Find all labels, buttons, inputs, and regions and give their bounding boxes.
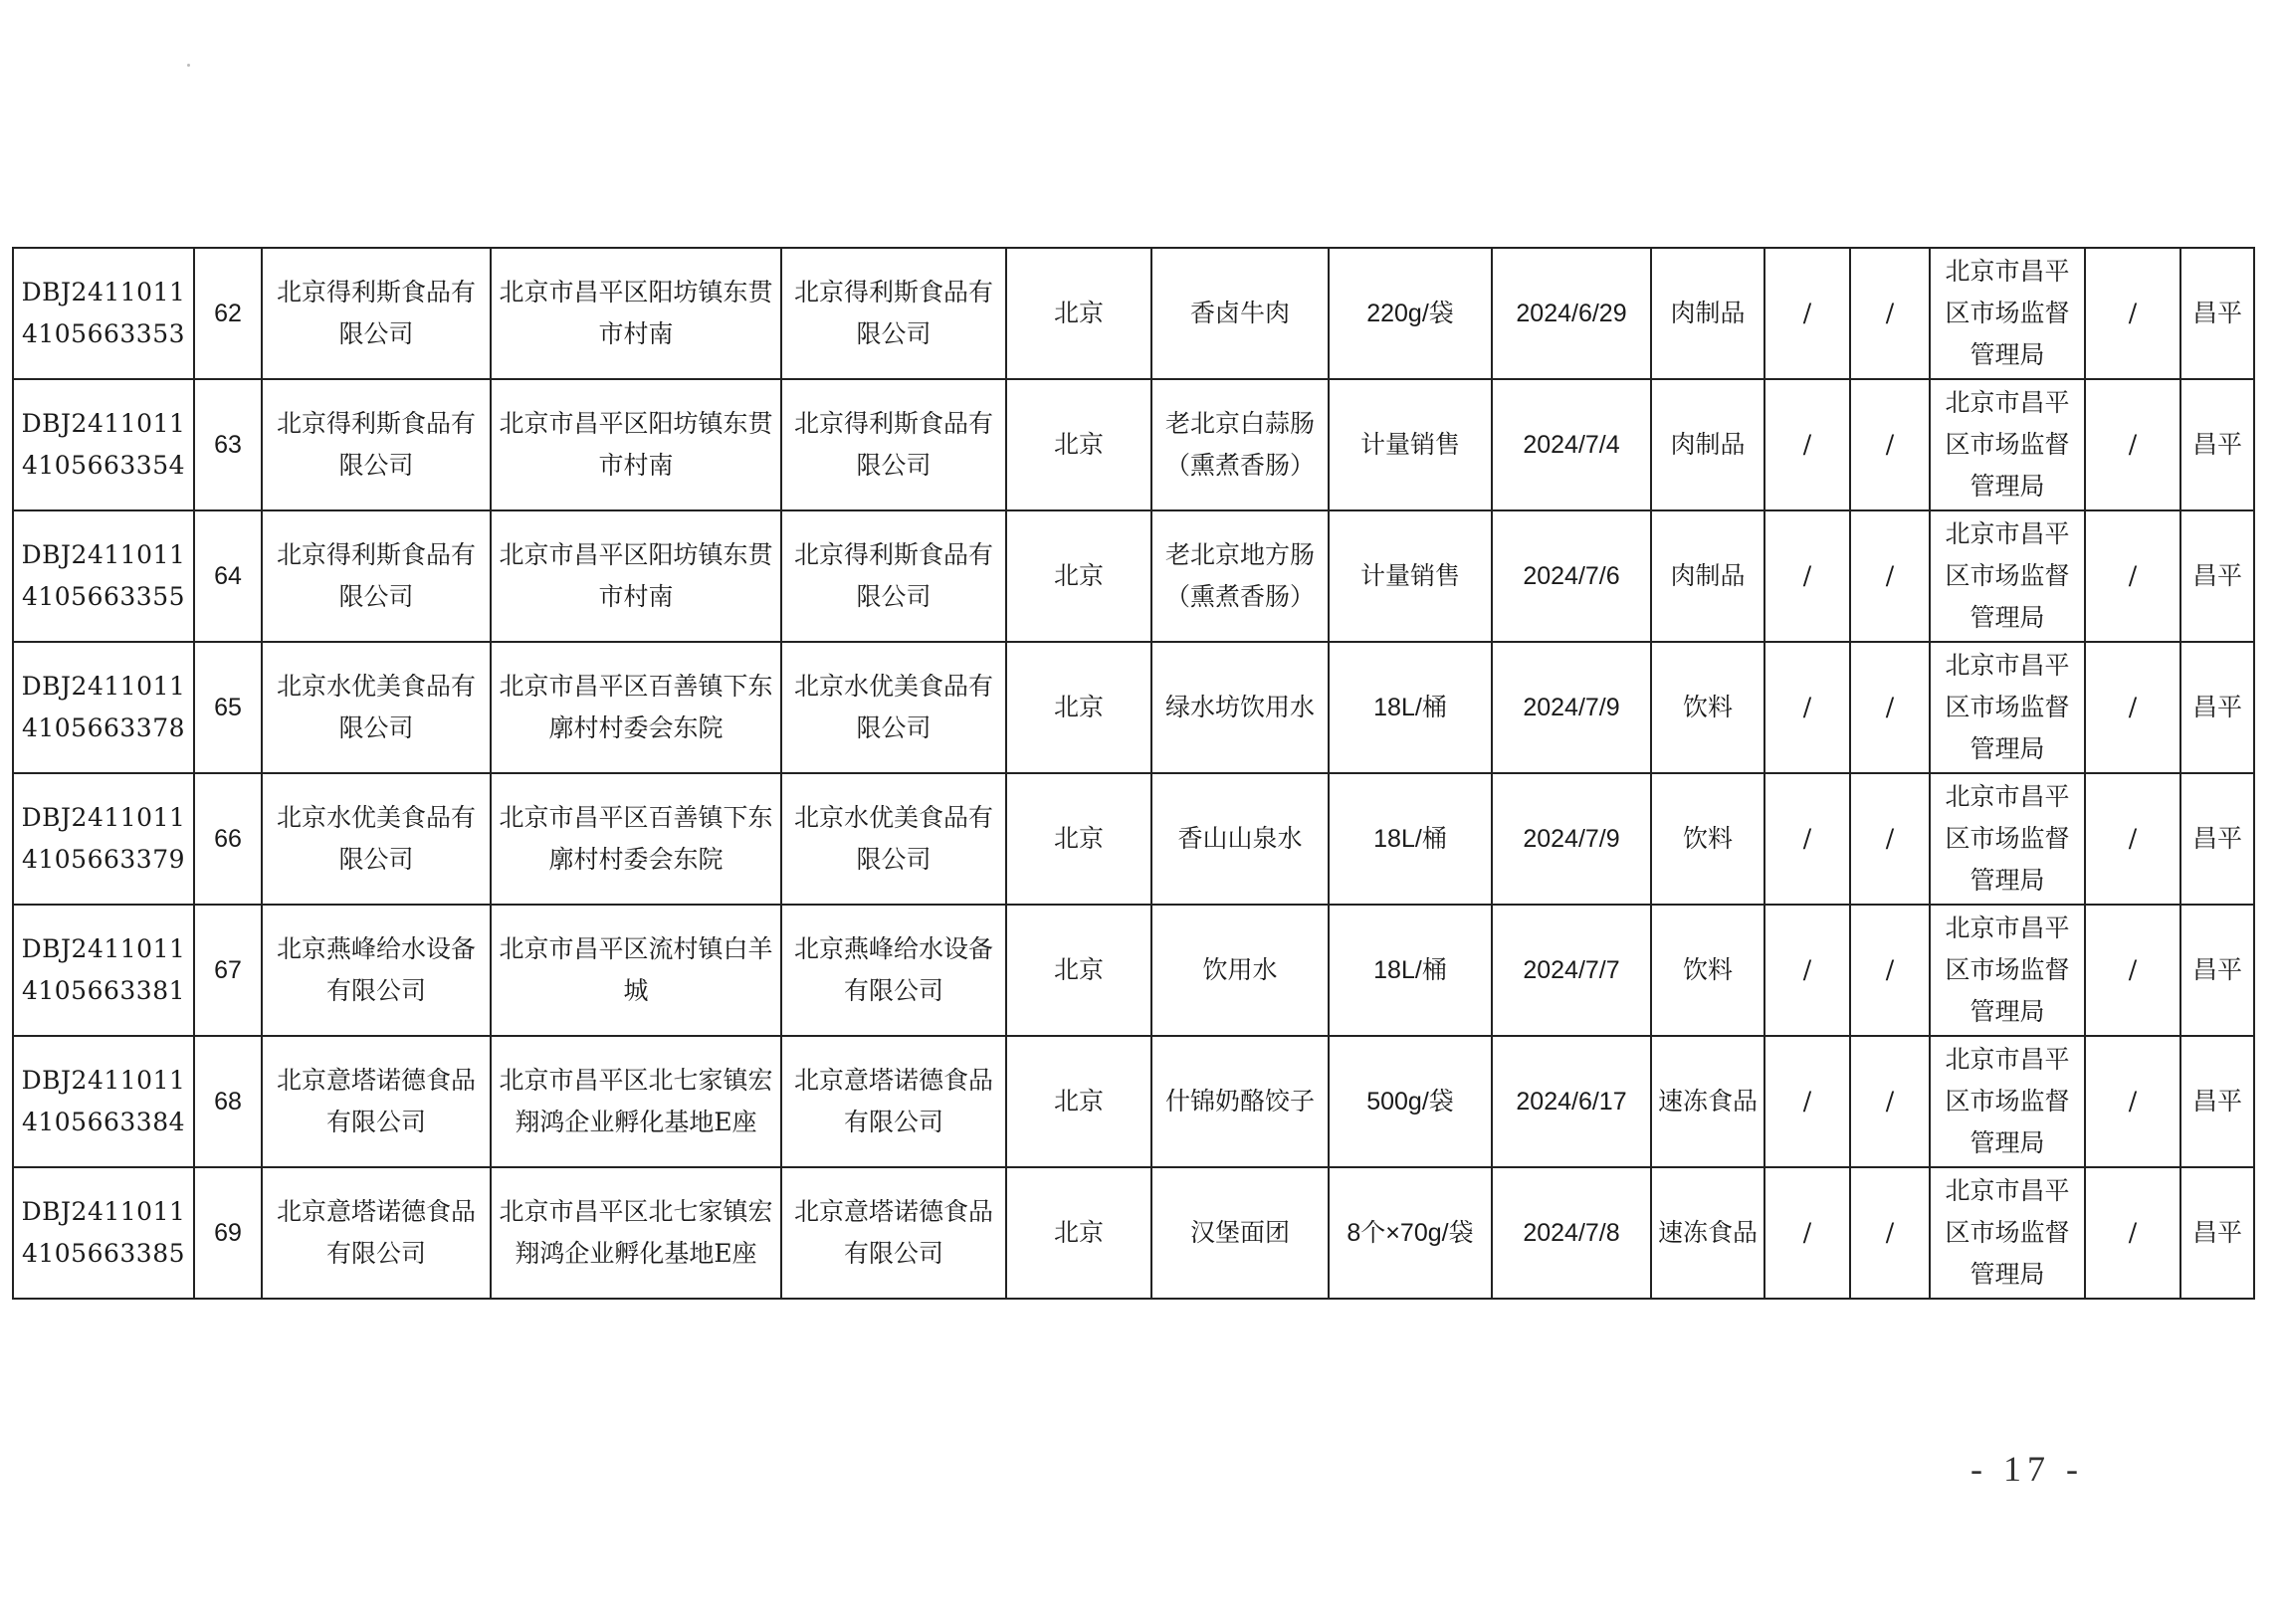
slash-cell: /	[2085, 379, 2180, 510]
slash-cell: /	[1850, 642, 1930, 773]
slash-cell: /	[1850, 1167, 1930, 1299]
supervising-agency-cell: 北京市昌平区市场监督管理局	[1930, 1167, 2085, 1299]
sample-code-cell: DBJ24110114105663354	[13, 379, 194, 510]
producer-name-cell: 北京水优美食品有限公司	[262, 773, 491, 905]
sample-code-cell: DBJ24110114105663378	[13, 642, 194, 773]
producer-address-cell: 北京市昌平区百善镇下东廓村村委会东院	[491, 642, 781, 773]
food-category-cell: 肉制品	[1651, 248, 1764, 379]
production-date-cell: 2024/7/6	[1492, 510, 1651, 642]
sample-code-cell: DBJ24110114105663353	[13, 248, 194, 379]
specification-cell: 220g/袋	[1329, 248, 1492, 379]
producer-name-cell: 北京燕峰给水设备有限公司	[262, 905, 491, 1036]
sampled-unit-cell: 北京意塔诺德食品有限公司	[781, 1167, 1006, 1299]
specification-cell: 计量销售	[1329, 379, 1492, 510]
specification-cell: 18L/桶	[1329, 642, 1492, 773]
sample-code-cell: DBJ24110114105663379	[13, 773, 194, 905]
province-cell: 北京	[1006, 1036, 1151, 1167]
scan-speck	[187, 64, 190, 67]
sampled-unit-cell: 北京意塔诺德食品有限公司	[781, 1036, 1006, 1167]
slash-cell: /	[1850, 510, 1930, 642]
specification-cell: 计量销售	[1329, 510, 1492, 642]
specification-cell: 18L/桶	[1329, 773, 1492, 905]
producer-name-cell: 北京得利斯食品有限公司	[262, 248, 491, 379]
production-date-cell: 2024/7/4	[1492, 379, 1651, 510]
district-cell: 昌平	[2180, 248, 2254, 379]
producer-name-cell: 北京意塔诺德食品有限公司	[262, 1167, 491, 1299]
slash-cell: /	[1764, 1167, 1850, 1299]
table-body	[13, 248, 2254, 1299]
sequence-number-cell: 63	[194, 379, 262, 510]
food-category-cell: 肉制品	[1651, 379, 1764, 510]
sequence-number-cell: 68	[194, 1036, 262, 1167]
slash-cell: /	[2085, 773, 2180, 905]
sequence-number-cell: 64	[194, 510, 262, 642]
slash-cell: /	[1850, 248, 1930, 379]
district-cell: 昌平	[2180, 1167, 2254, 1299]
sampled-unit-cell: 北京水优美食品有限公司	[781, 642, 1006, 773]
slash-cell: /	[2085, 510, 2180, 642]
page-number: - 17 -	[1970, 1449, 2084, 1489]
slash-cell: /	[1850, 1036, 1930, 1167]
sequence-number-cell: 66	[194, 773, 262, 905]
producer-address-cell: 北京市昌平区北七家镇宏翔鸿企业孵化基地E座	[491, 1167, 781, 1299]
supervising-agency-cell: 北京市昌平区市场监督管理局	[1930, 905, 2085, 1036]
slash-cell: /	[1850, 905, 1930, 1036]
supervising-agency-cell: 北京市昌平区市场监督管理局	[1930, 510, 2085, 642]
producer-address-cell: 北京市昌平区阳坊镇东贯市村南	[491, 248, 781, 379]
supervising-agency-cell: 北京市昌平区市场监督管理局	[1930, 1036, 2085, 1167]
supervising-agency-cell: 北京市昌平区市场监督管理局	[1930, 773, 2085, 905]
slash-cell: /	[1764, 510, 1850, 642]
producer-address-cell: 北京市昌平区百善镇下东廓村村委会东院	[491, 773, 781, 905]
table-row	[13, 510, 2254, 642]
production-date-cell: 2024/6/17	[1492, 1036, 1651, 1167]
slash-cell: /	[2085, 1036, 2180, 1167]
slash-cell: /	[1764, 1036, 1850, 1167]
producer-name-cell: 北京得利斯食品有限公司	[262, 510, 491, 642]
province-cell: 北京	[1006, 248, 1151, 379]
table-row	[13, 1167, 2254, 1299]
production-date-cell: 2024/7/7	[1492, 905, 1651, 1036]
producer-address-cell: 北京市昌平区流村镇白羊城	[491, 905, 781, 1036]
sampled-unit-cell: 北京燕峰给水设备有限公司	[781, 905, 1006, 1036]
producer-address-cell: 北京市昌平区北七家镇宏翔鸿企业孵化基地E座	[491, 1036, 781, 1167]
producer-name-cell: 北京水优美食品有限公司	[262, 642, 491, 773]
slash-cell: /	[2085, 642, 2180, 773]
slash-cell: /	[1850, 773, 1930, 905]
production-date-cell: 2024/6/29	[1492, 248, 1651, 379]
district-cell: 昌平	[2180, 773, 2254, 905]
sequence-number-cell: 62	[194, 248, 262, 379]
slash-cell: /	[1850, 379, 1930, 510]
product-name-cell: 香山山泉水	[1151, 773, 1329, 905]
sequence-number-cell: 65	[194, 642, 262, 773]
sampling-results-table	[12, 247, 2255, 1300]
supervising-agency-cell: 北京市昌平区市场监督管理局	[1930, 248, 2085, 379]
province-cell: 北京	[1006, 642, 1151, 773]
product-name-cell: 汉堡面团	[1151, 1167, 1329, 1299]
specification-cell: 500g/袋	[1329, 1036, 1492, 1167]
food-category-cell: 饮料	[1651, 642, 1764, 773]
table-row	[13, 905, 2254, 1036]
slash-cell: /	[1764, 642, 1850, 773]
supervising-agency-cell: 北京市昌平区市场监督管理局	[1930, 379, 2085, 510]
product-name-cell: 什锦奶酪饺子	[1151, 1036, 1329, 1167]
sampled-unit-cell: 北京得利斯食品有限公司	[781, 248, 1006, 379]
specification-cell: 8个×70g/袋	[1329, 1167, 1492, 1299]
province-cell: 北京	[1006, 510, 1151, 642]
slash-cell: /	[2085, 905, 2180, 1036]
district-cell: 昌平	[2180, 510, 2254, 642]
district-cell: 昌平	[2180, 379, 2254, 510]
production-date-cell: 2024/7/9	[1492, 642, 1651, 773]
table-row	[13, 379, 2254, 510]
district-cell: 昌平	[2180, 1036, 2254, 1167]
product-name-cell: 老北京地方肠（熏煮香肠）	[1151, 510, 1329, 642]
slash-cell: /	[1764, 905, 1850, 1036]
district-cell: 昌平	[2180, 642, 2254, 773]
sample-code-cell: DBJ24110114105663385	[13, 1167, 194, 1299]
product-name-cell: 香卤牛肉	[1151, 248, 1329, 379]
food-category-cell: 肉制品	[1651, 510, 1764, 642]
food-category-cell: 饮料	[1651, 905, 1764, 1036]
sampled-unit-cell: 北京水优美食品有限公司	[781, 773, 1006, 905]
province-cell: 北京	[1006, 773, 1151, 905]
producer-name-cell: 北京得利斯食品有限公司	[262, 379, 491, 510]
sequence-number-cell: 67	[194, 905, 262, 1036]
table-row	[13, 1036, 2254, 1167]
table-row	[13, 773, 2254, 905]
table-row	[13, 248, 2254, 379]
slash-cell: /	[2085, 1167, 2180, 1299]
product-name-cell: 绿水坊饮用水	[1151, 642, 1329, 773]
production-date-cell: 2024/7/9	[1492, 773, 1651, 905]
food-category-cell: 饮料	[1651, 773, 1764, 905]
province-cell: 北京	[1006, 379, 1151, 510]
product-name-cell: 饮用水	[1151, 905, 1329, 1036]
producer-name-cell: 北京意塔诺德食品有限公司	[262, 1036, 491, 1167]
sample-code-cell: DBJ24110114105663355	[13, 510, 194, 642]
specification-cell: 18L/桶	[1329, 905, 1492, 1036]
table-row	[13, 642, 2254, 773]
province-cell: 北京	[1006, 1167, 1151, 1299]
sampled-unit-cell: 北京得利斯食品有限公司	[781, 379, 1006, 510]
producer-address-cell: 北京市昌平区阳坊镇东贯市村南	[491, 379, 781, 510]
producer-address-cell: 北京市昌平区阳坊镇东贯市村南	[491, 510, 781, 642]
sample-code-cell: DBJ24110114105663381	[13, 905, 194, 1036]
sampled-unit-cell: 北京得利斯食品有限公司	[781, 510, 1006, 642]
slash-cell: /	[1764, 773, 1850, 905]
production-date-cell: 2024/7/8	[1492, 1167, 1651, 1299]
product-name-cell: 老北京白蒜肠（熏煮香肠）	[1151, 379, 1329, 510]
slash-cell: /	[2085, 248, 2180, 379]
supervising-agency-cell: 北京市昌平区市场监督管理局	[1930, 642, 2085, 773]
district-cell: 昌平	[2180, 905, 2254, 1036]
food-category-cell: 速冻食品	[1651, 1036, 1764, 1167]
province-cell: 北京	[1006, 905, 1151, 1036]
sample-code-cell: DBJ24110114105663384	[13, 1036, 194, 1167]
slash-cell: /	[1764, 248, 1850, 379]
sequence-number-cell: 69	[194, 1167, 262, 1299]
slash-cell: /	[1764, 379, 1850, 510]
food-category-cell: 速冻食品	[1651, 1167, 1764, 1299]
